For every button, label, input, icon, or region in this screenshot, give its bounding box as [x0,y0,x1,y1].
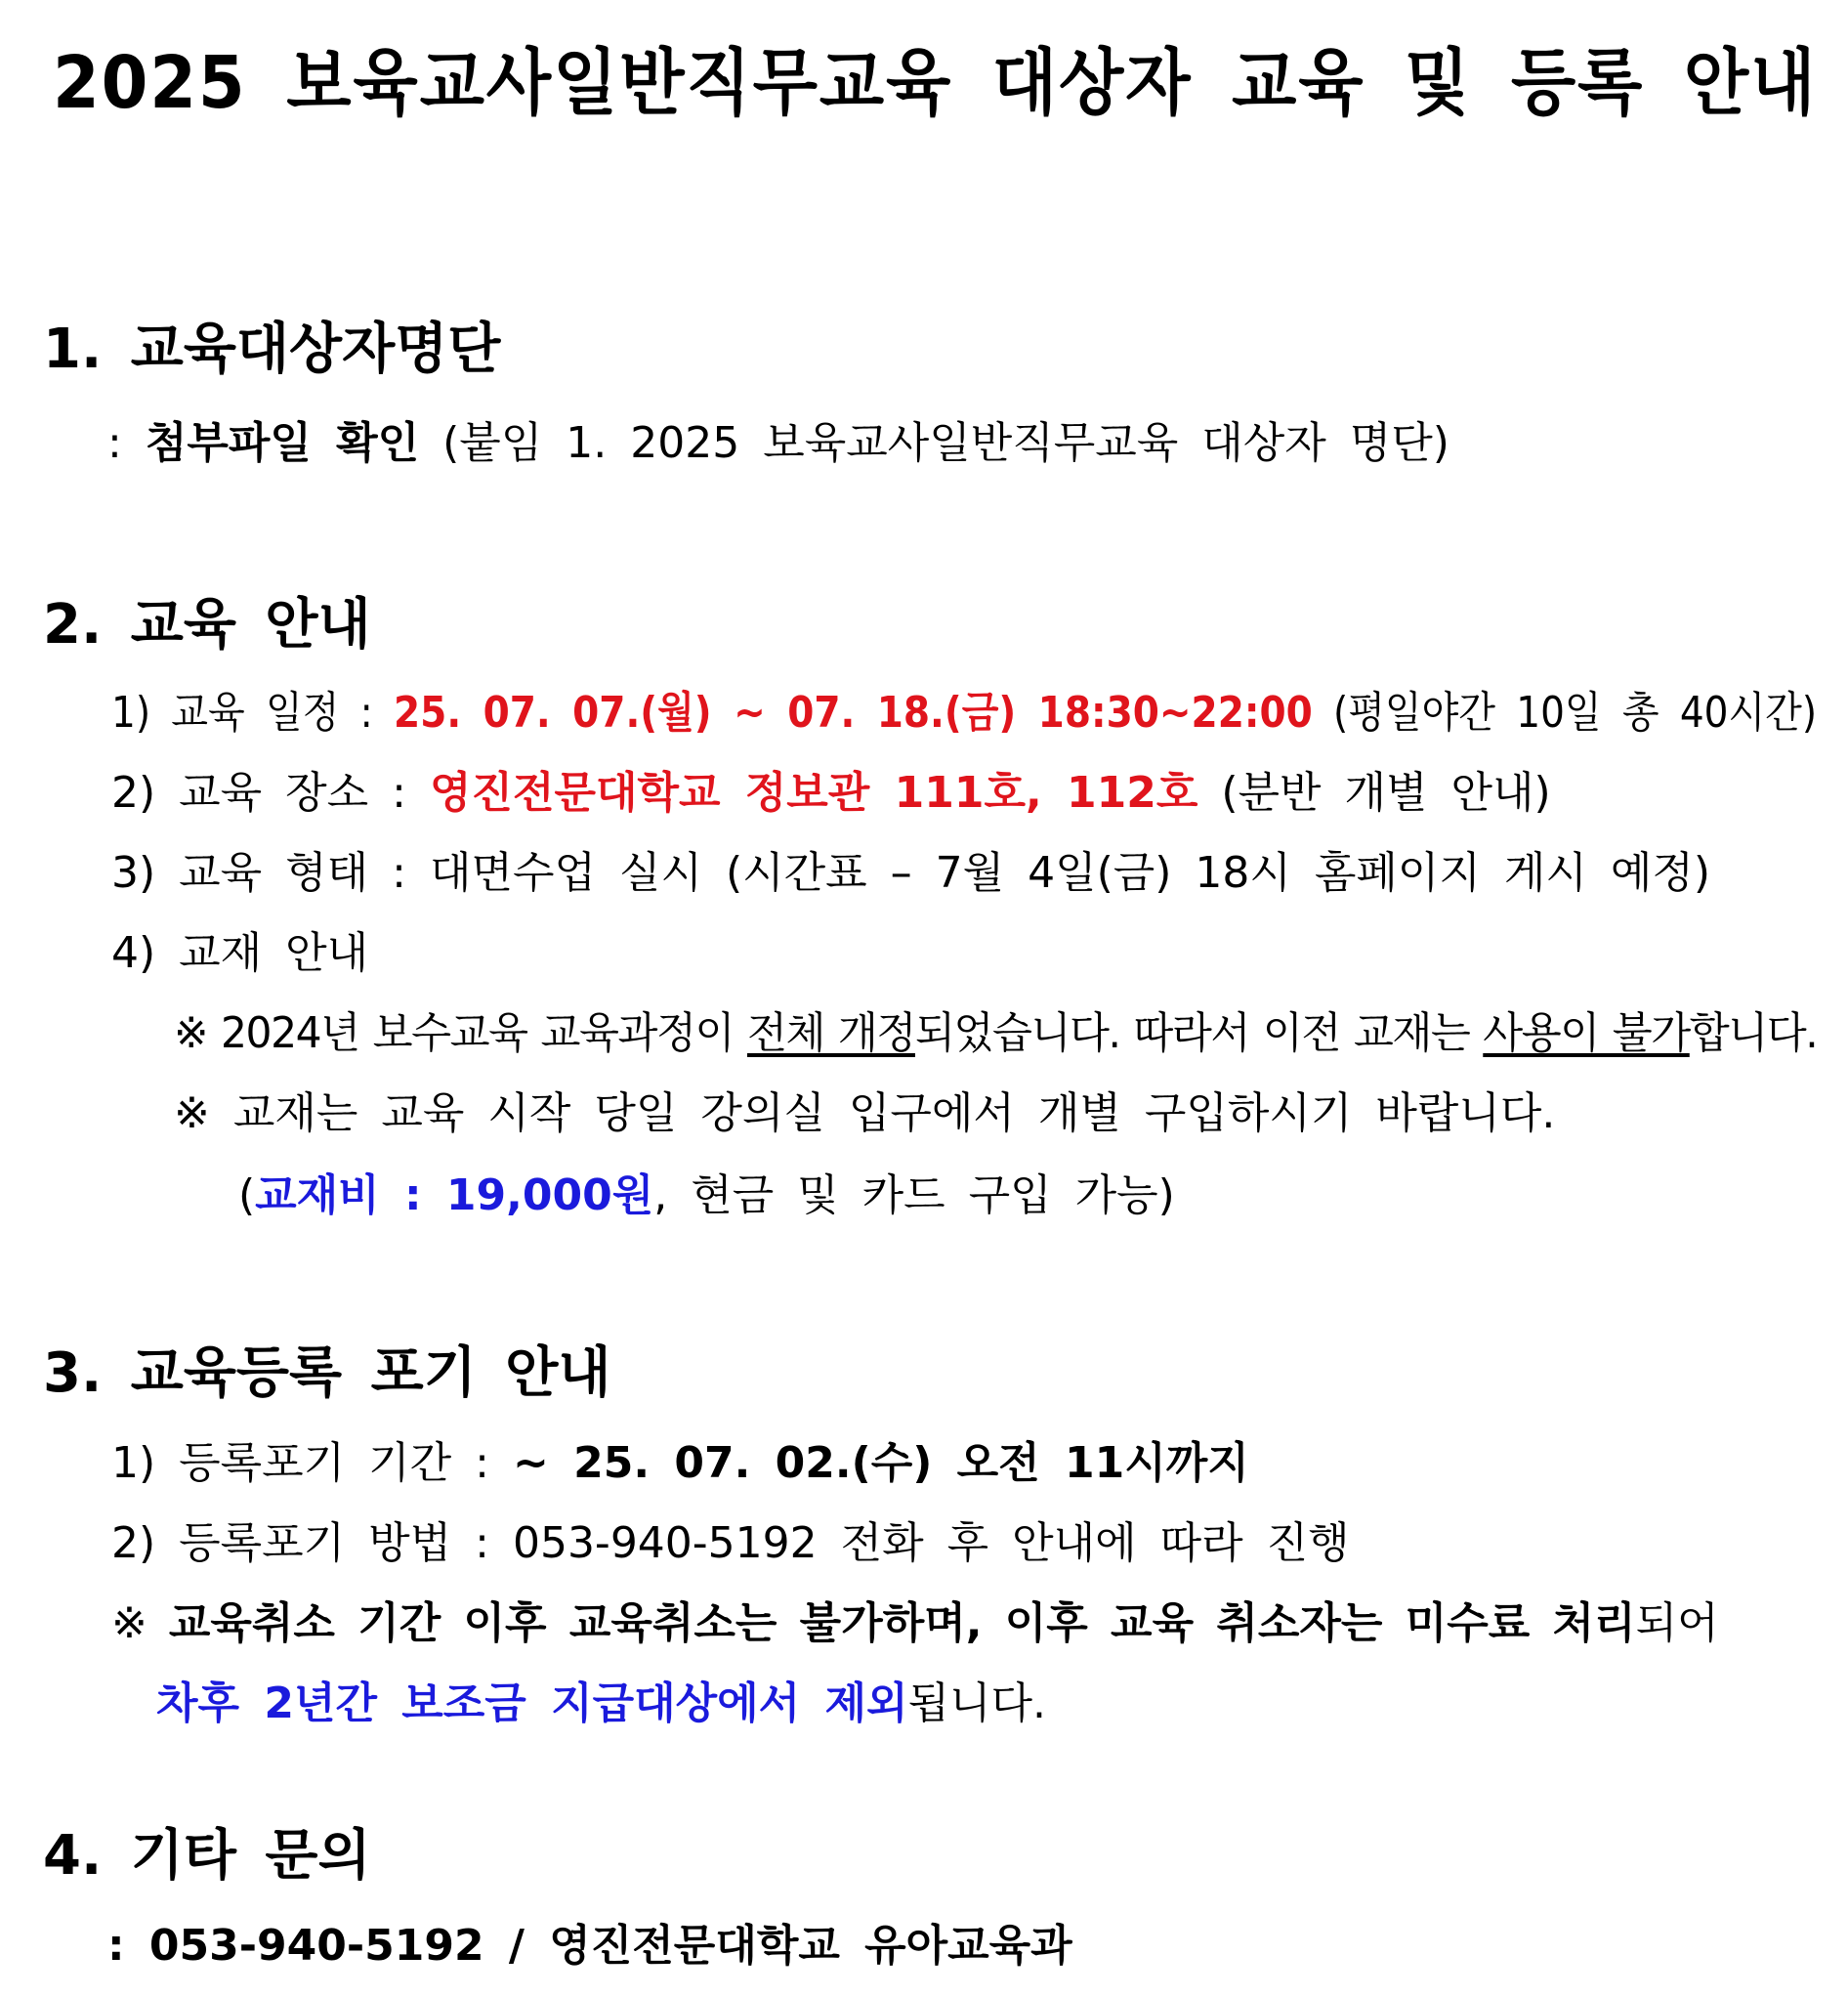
section2-item-format: 3) 교육 형태 : 대면수업 실시 (시간표 – 7월 4일(금) 18시 홈페이지 게시 예정) [111,848,1711,898]
section4-heading: 4. 기타 문의 [43,1824,371,1888]
textbook-price: 교재비 : 19,000원 [255,1170,654,1220]
warning-bold-text: 교육취소 기간 이후 교육취소는 불가하며, 이후 교육 취소자는 미수료 처리 [168,1598,1636,1648]
note-mark: ※ [174,1008,222,1058]
revision-text-2: 되었습니다. 따라서 이전 교재는 [914,1008,1484,1058]
section1-body [107,418,1449,468]
page-title: 2025 보육교사일반직무교육 대상자 교육 및 등록 안내 [53,41,1818,125]
location-note: (분반 개별 안내) [1197,768,1551,818]
location-value: 영진전문대학교 정보관 111호, 112호 [429,768,1198,818]
warning-mark: ※ [111,1598,169,1648]
warning-exclusion: 차후 2년간 보조금 지급대상에서 제외 [156,1678,908,1728]
schedule-dates: 25. 07. 07.(월) ~ 07. 18.(금) 18:30~22:00 [394,688,1313,738]
price-open: ( [238,1170,256,1220]
section1-heading: 1. 교육대상자명단 [43,318,501,381]
section1-attachment-note: (붙임 1. 2025 보육교사일반직무교육 대상자 명단) [419,418,1449,468]
section2-item-location [111,768,1551,818]
section1-prefix: : [107,418,146,468]
section3-warning [111,1598,1719,1648]
section2-item-schedule [111,688,1818,738]
warning-tail: 되어 [1635,1598,1719,1648]
section3-warning-cont [156,1678,1046,1728]
revision-underline-1: 전체 개정 [746,1008,915,1058]
section3-item-method: 2) 등록포기 방법 : 053-940-5192 전화 후 안내에 따라 진행 [111,1518,1350,1568]
section3-heading: 3. 교육등록 포기 안내 [43,1341,611,1405]
textbook-note-purchase: ※ 교재는 교육 시작 당일 강의실 입구에서 개별 구입하시기 바랍니다. [174,1088,1556,1138]
schedule-note: (평일야간 10일 총 40시간) [1312,688,1818,738]
textbook-note-revision [174,1008,1818,1058]
revision-underline-2: 사용이 불가 [1483,1008,1690,1058]
section3-item-period [111,1438,1249,1488]
revision-text-1: 2024년 보수교육 교육과정이 [221,1008,747,1058]
schedule-label: 1) 교육 일정 : [111,688,395,738]
price-payment-note: , 현금 및 카드 구입 가능) [653,1170,1175,1220]
section1-attachment-label: 첨부파일 확인 [145,418,420,468]
warning-end: 됩니다. [907,1678,1046,1728]
section2-item-textbook: 4) 교재 안내 [111,928,369,978]
location-label: 2) 교육 장소 : [111,768,430,818]
cancel-period-deadline: ~ 25. 07. 02.(수) 오전 11시까지 [512,1438,1249,1488]
cancel-period-label: 1) 등록포기 기간 : [111,1438,513,1488]
section2-heading: 2. 교육 안내 [43,593,371,657]
textbook-note-price [238,1170,1175,1220]
contact-info: : 053-940-5192 / 영진전문대학교 유아교육과 [107,1921,1072,1971]
revision-text-3: 합니다. [1689,1008,1818,1058]
